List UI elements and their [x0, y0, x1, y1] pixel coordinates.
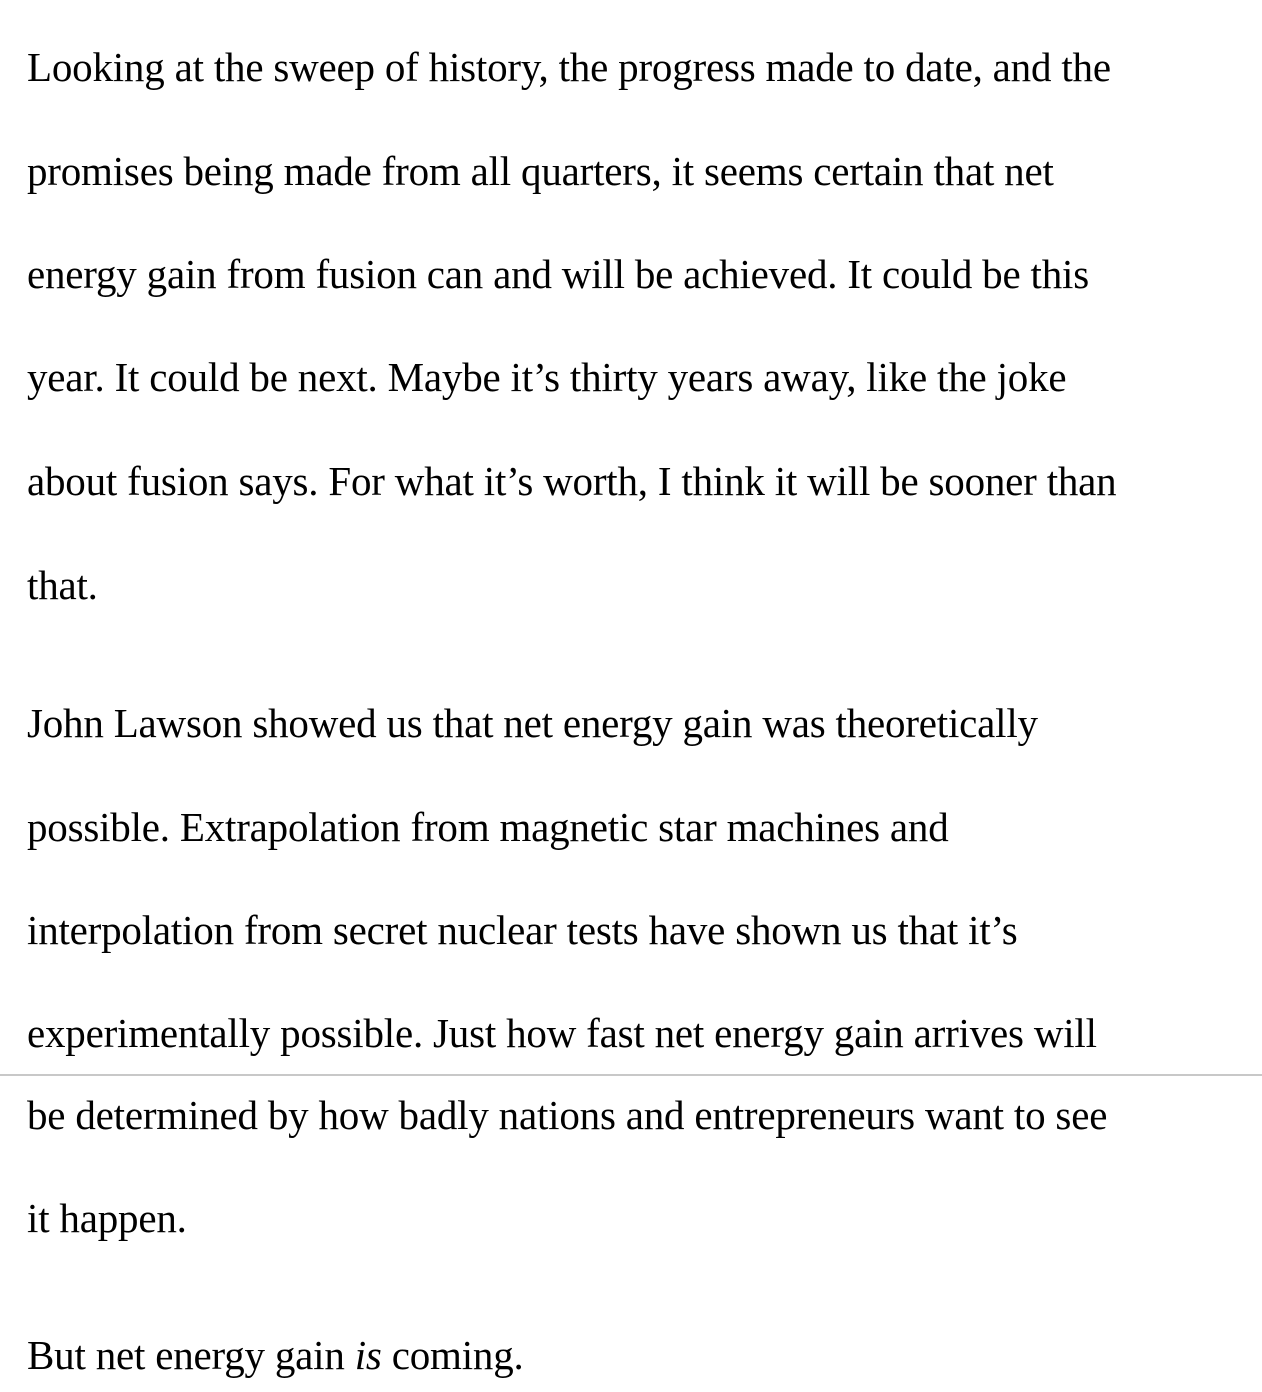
- text-line: year. It could be next. Maybe it’s thirty years away, like the joke: [27, 354, 1067, 400]
- page-break-divider: [0, 1074, 1262, 1076]
- text-line: that.: [27, 562, 98, 608]
- text-line: experimentally possible. Just how fast net energy gain arrives will: [27, 1010, 1097, 1056]
- text-line: energy gain from fusion can and will be achieved. It could be this: [27, 251, 1089, 297]
- text-run: But net energy gain: [27, 1332, 355, 1378]
- text-line: be determined by how badly nations and entrepreneurs want to see: [27, 1092, 1108, 1138]
- emphasis-text: is: [354, 1332, 382, 1378]
- text-line: possible. Extrapolation from magnetic star machines and: [27, 804, 949, 850]
- text-line: it happen.: [27, 1195, 187, 1241]
- text-line: Looking at the sweep of history, the progress made to date, and the: [27, 44, 1111, 90]
- text-line: John Lawson showed us that net energy gain was theoretically: [27, 700, 1038, 746]
- text-run: coming.: [381, 1332, 524, 1378]
- text-line: interpolation from secret nuclear tests have shown us that it’s: [27, 907, 1018, 953]
- text-line: [27, 1331, 524, 1379]
- text-line: promises being made from all quarters, it seems certain that net: [27, 148, 1054, 194]
- text-line: about fusion says. For what it’s worth, I think it will be sooner than: [27, 458, 1117, 504]
